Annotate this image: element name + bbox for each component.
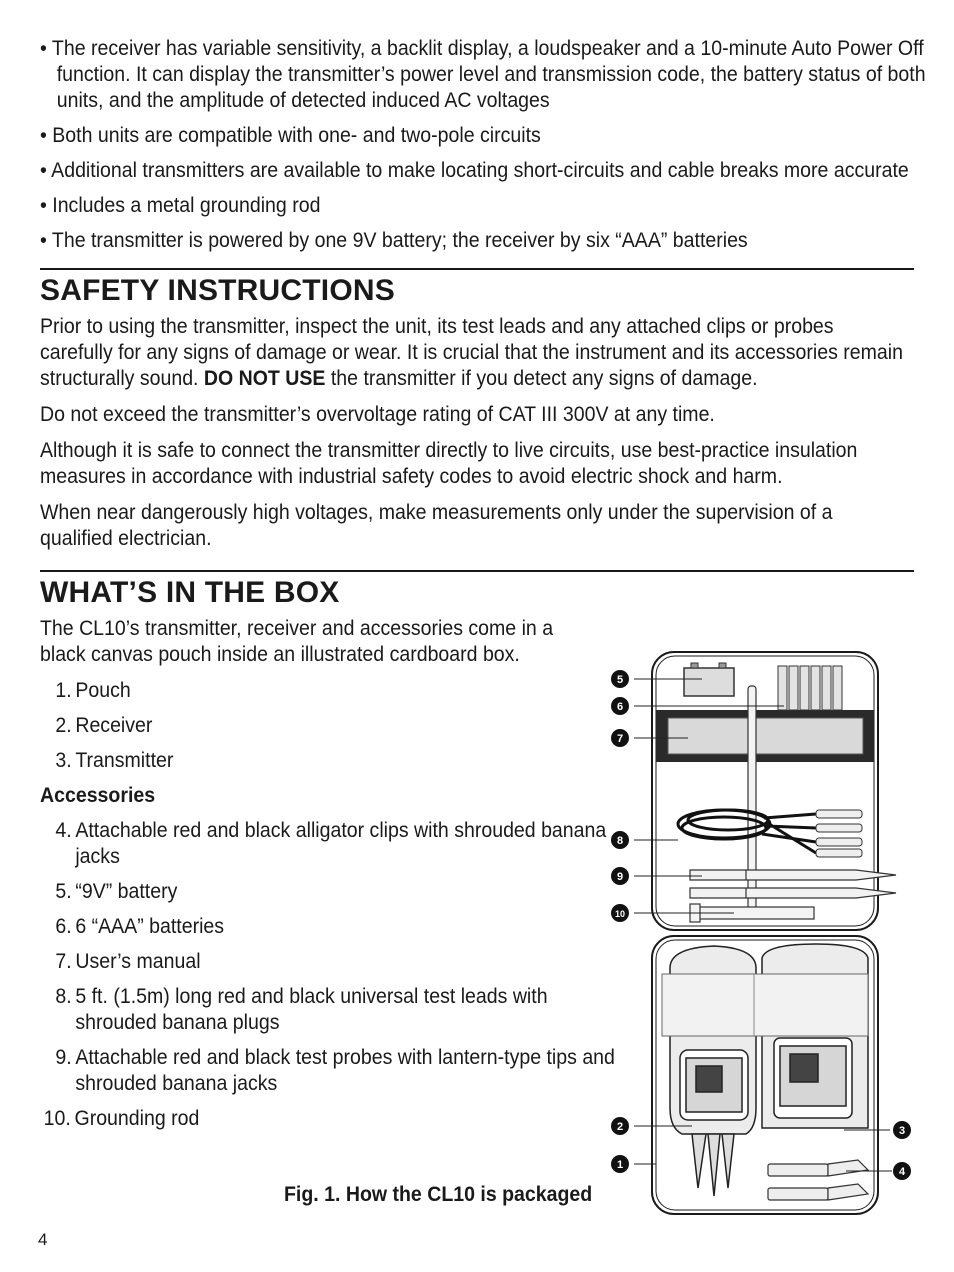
banana-plugs: [816, 810, 862, 857]
users-manual: [668, 718, 863, 754]
page-number: 4: [38, 1230, 48, 1249]
item-number: 4.: [55, 819, 72, 842]
list-item: [40, 914, 617, 940]
section-divider: [40, 268, 914, 270]
feature-bullet: • The receiver has variable sensitivity, a backlit display, a loudspeaker and a 10-minute Auto Power Off function. It can display the transmitter’s power level and transmission code, the battery status of both units, and the amplitude of detected induced AC voltages: [40, 37, 926, 112]
callout-label: 4: [898, 1166, 906, 1178]
feature-bullet: • Includes a metal grounding rod: [40, 194, 321, 217]
item-number: 8.: [55, 985, 72, 1008]
item-number: 3.: [55, 749, 72, 772]
callout-label: 5: [616, 674, 624, 686]
list-item: [40, 949, 617, 975]
item-number: 5.: [55, 880, 72, 903]
nine-volt-battery: [684, 668, 734, 696]
grounding-rod-vertical: [748, 686, 756, 918]
item-number: 10.: [43, 1107, 71, 1130]
item-number: 9.: [55, 1046, 72, 1069]
callout-label: 6: [616, 701, 624, 713]
figure-caption: Fig. 1. How the CL10 is packaged: [284, 1183, 593, 1206]
safety-paragraph: Do not exceed the transmitter’s overvoltage rating of CAT III 300V at any time.: [40, 403, 715, 426]
alligator-clips: [768, 1160, 868, 1200]
item-text: Attachable red and black alligator clips with shrouded banana jacks: [75, 819, 607, 868]
item-number: 2.: [55, 714, 72, 737]
item-text: Attachable red and black test probes with lantern-type tips and shrouded banana jacks: [75, 1046, 615, 1095]
safety-paragraph: When near dangerously high voltages, make measurements only under the supervision of a qualified electrician.: [40, 501, 833, 550]
list-item: [40, 748, 617, 774]
do-not-use-warning: DO NOT USE: [203, 367, 326, 390]
item-number: 6.: [55, 915, 72, 938]
callout-label: 9: [616, 871, 624, 883]
list-item: [40, 818, 617, 870]
item-text: Receiver: [75, 714, 153, 737]
safety-paragraph: Although it is safe to connect the transmitter directly to live circuits, use best-practice insulation measures in accordance with industrial safety codes to avoid electric shock and harm.: [40, 439, 858, 488]
test-leads: [678, 810, 816, 853]
item-text: 5 ft. (1.5m) long red and black universal test leads with shrouded banana plugs: [75, 985, 548, 1034]
list-item: [40, 678, 617, 704]
safety-text: the transmitter if you detect any signs of damage.: [325, 367, 758, 390]
item-text: “9V” battery: [75, 880, 178, 903]
list-item: [40, 879, 617, 905]
item-text: Transmitter: [75, 749, 174, 772]
safety-heading: SAFETY INSTRUCTIONS: [40, 274, 395, 307]
item-text: Pouch: [75, 679, 131, 702]
callout-label: 10: [614, 909, 626, 919]
feature-bullet: • Additional transmitters are available to make locating short-circuits and cable breaks more accurate: [40, 159, 909, 182]
aaa-batteries: [778, 666, 842, 710]
test-probes: [690, 870, 896, 898]
callout-label: 7: [616, 733, 624, 745]
list-item: [40, 1045, 617, 1097]
item-text: Grounding rod: [74, 1107, 200, 1130]
packaging-illustration: [606, 648, 916, 1218]
item-text: User’s manual: [75, 950, 201, 973]
box-contents: [40, 616, 630, 1132]
item-number: 1.: [55, 679, 72, 702]
callout-label: 2: [616, 1121, 624, 1133]
list-item: [40, 984, 617, 1036]
box-intro: The CL10’s transmitter, receiver and accessories come in a black canvas pouch inside an illustrated cardboard box.: [40, 617, 554, 666]
safety-text: Prior to using the transmitter, inspect the unit, its test leads and any attached clips or probes carefully for any signs of damage or wear. It is crucial that the instrument and its accessories remain structurally sound.: [40, 315, 903, 390]
item-text: 6 “AAA” batteries: [75, 915, 225, 938]
callout-label: 3: [898, 1125, 906, 1137]
list-item: [28, 1106, 605, 1132]
list-item: [40, 713, 617, 739]
item-number: 7.: [55, 950, 72, 973]
accessories-heading: Accessories: [40, 784, 156, 807]
section-divider: [40, 570, 914, 572]
feature-bullet: • The transmitter is powered by one 9V battery; the receiver by six “AAA” batteries: [40, 229, 748, 252]
safety-paragraph: [40, 314, 910, 392]
callout-label: 8: [616, 835, 624, 847]
feature-bullet: • Both units are compatible with one- and two-pole circuits: [40, 124, 541, 147]
box-heading: WHAT’S IN THE BOX: [40, 576, 340, 609]
callout-label: 1: [616, 1159, 624, 1171]
pouch-strap: [662, 974, 868, 1036]
